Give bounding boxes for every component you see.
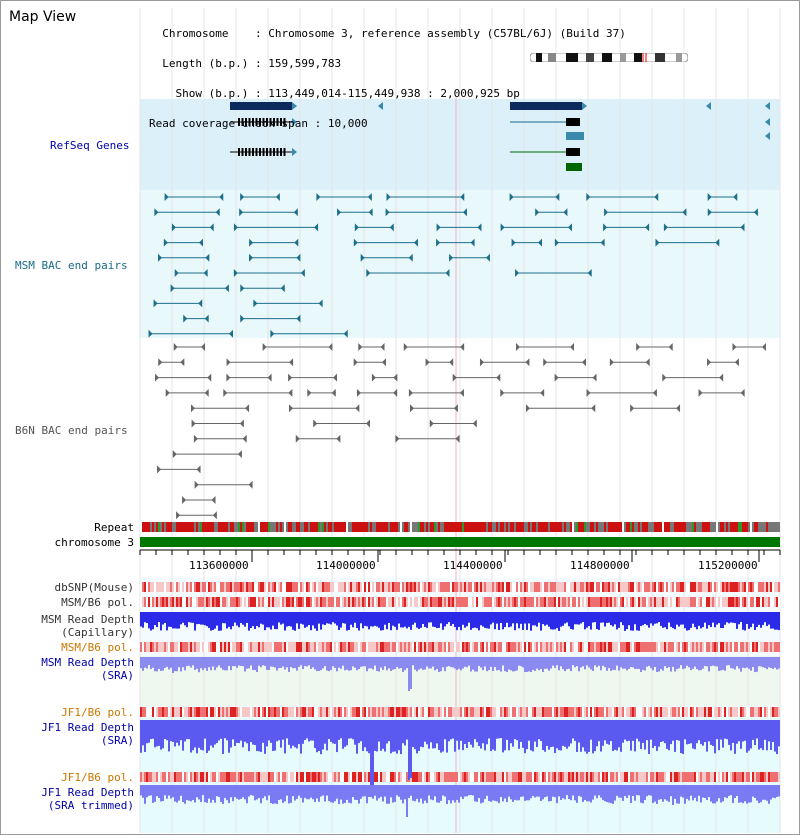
dbsnp-strip — [140, 582, 780, 592]
ruler-tick-label-4: 114800000 — [570, 559, 630, 572]
track-label-msm-bac[interactable]: MSM BAC end pairs — [15, 259, 128, 272]
b6n-bac-pair — [636, 343, 672, 351]
repeat-track — [140, 522, 780, 532]
track-label-jf1-depth-sra[interactable]: JF1 Read Depth — [41, 721, 134, 734]
b6n-bac-pair — [195, 481, 253, 489]
track-label-jf1-depth-trimmed-sub: (SRA trimmed) — [47, 799, 134, 812]
b6n-bac-pair — [699, 389, 745, 397]
refseq-feature — [566, 163, 582, 171]
track-label-b6n-bac[interactable]: B6N BAC end pairs — [15, 424, 128, 437]
coverage-value: 10,000 — [327, 117, 368, 130]
ruler-tick-label-2: 114000000 — [316, 559, 376, 572]
b6n-bac-pair — [223, 389, 292, 397]
b6n-bac-pair — [630, 404, 680, 412]
b6n-bac-pair — [526, 404, 595, 412]
b6n-bac-pair — [480, 358, 529, 366]
ruler-tick-label-3: 114400000 — [443, 559, 503, 572]
b6n-bac-pair — [707, 358, 739, 366]
info-chromosome-row: Chromosome : Chromosome 3, reference assembly (C57BL/6J) (Build 37) — [162, 27, 626, 40]
b6n-bac-pair — [372, 374, 397, 382]
track-label-repeat[interactable]: Repeat — [94, 521, 134, 534]
b6n-bac-pair — [157, 465, 200, 473]
b6n-bac-pair — [296, 435, 341, 443]
b6n-bac-pair — [404, 343, 464, 351]
length-value: 159,599,783 — [268, 57, 342, 70]
info-show-row: Show (b.p.) : 113,449,014-115,449,938 : 2,000,925 bp — [175, 87, 520, 100]
show-label: Show (b.p.) — [175, 87, 249, 100]
track-label-msm-depth-sra-sub: (SRA) — [100, 669, 134, 682]
b6n-bac-pair — [587, 389, 657, 397]
b6n-bac-pair — [263, 343, 333, 351]
b6n-bac-pair — [430, 420, 477, 428]
length-label: Length (b.p.) — [162, 57, 249, 70]
b6n-bac-pair — [176, 511, 217, 519]
info-coverage-row: Read coverage check span : 10,000 — [149, 117, 368, 130]
b6n-bac-pair — [662, 374, 723, 382]
track-label-msm-depth-sra[interactable]: MSM Read Depth — [41, 656, 134, 669]
msm-b6-pol-strip-2 — [140, 642, 780, 652]
b6n-bac-pair — [357, 389, 397, 397]
b6n-bac-pair — [155, 374, 211, 382]
b6n-bac-pair — [733, 343, 766, 351]
b6n-bac-pair — [182, 496, 215, 504]
b6n-bac-pair — [191, 404, 249, 412]
b6n-bac-pair — [358, 343, 384, 351]
track-label-chromosome[interactable]: chromosome 3 — [54, 536, 134, 549]
track-label-dbsnp[interactable]: dbSNP(Mouse) — [54, 581, 134, 594]
b6n-bac-pair — [543, 358, 586, 366]
b6n-bac-pair — [516, 343, 574, 351]
b6n-bac-pair — [227, 358, 294, 366]
chromosome-label: Chromosome — [162, 27, 229, 40]
info-length-row: Length (b.p.) : 159,599,783 — [162, 57, 342, 70]
b6n-bac-pair — [395, 435, 459, 443]
b6n-bac-pair — [555, 374, 597, 382]
b6n-bac-pair — [194, 435, 247, 443]
b6n-bac-pair — [500, 389, 544, 397]
track-label-msm-depth-capillary-sub: (Capillary) — [61, 626, 134, 639]
b6n-bac-pair — [426, 358, 454, 366]
b6n-bac-pair — [354, 358, 386, 366]
ruler-tick-label-1: 113600000 — [189, 559, 249, 572]
track-label-msm-depth-capillary[interactable]: MSM Read Depth — [41, 613, 134, 626]
chromosome-ideogram[interactable] — [530, 53, 688, 62]
b6n-bac-pair — [313, 420, 370, 428]
region-info — [149, 9, 626, 149]
track-label-msm-b6-pol-2[interactable]: MSM/B6 pol. — [61, 641, 134, 654]
track-label-jf1-b6-pol-2[interactable]: JF1/B6 pol. — [61, 771, 134, 784]
b6n-bac-pair — [288, 374, 337, 382]
ruler-tick-label-5: 115200000 — [698, 559, 758, 572]
b6n-bac-pair — [226, 374, 271, 382]
msm-b6-pol-strip-1 — [140, 597, 780, 607]
track-label-jf1-b6-pol-1[interactable]: JF1/B6 pol. — [61, 706, 134, 719]
coverage-label: Read coverage check span — [149, 117, 308, 130]
b6n-bac-pair — [174, 343, 205, 351]
b6n-bac-pair — [610, 358, 650, 366]
chromosome-value: Chromosome 3, reference assembly (C57BL/6J) (Build 37) — [268, 27, 626, 40]
jf1-b6-pol-strip-1 — [140, 707, 780, 717]
b6n-bac-pair — [158, 358, 184, 366]
page-title: Map View — [9, 9, 77, 25]
chromosome-bar — [140, 537, 780, 547]
show-value: 113,449,014-115,449,938 : 2,000,925 bp — [268, 87, 520, 100]
b6n-bac-pair — [173, 450, 242, 458]
track-label-refseq[interactable]: RefSeq Genes — [50, 139, 130, 152]
jf1-b6-pol-strip-2 — [140, 772, 780, 782]
track-label-msm-b6-pol-1[interactable]: MSM/B6 pol. — [61, 596, 134, 609]
track-label-jf1-depth-trimmed[interactable]: JF1 Read Depth — [41, 786, 134, 799]
track-label-jf1-depth-sra-sub: (SRA) — [100, 734, 134, 747]
b6n-bac-pair — [410, 404, 458, 412]
